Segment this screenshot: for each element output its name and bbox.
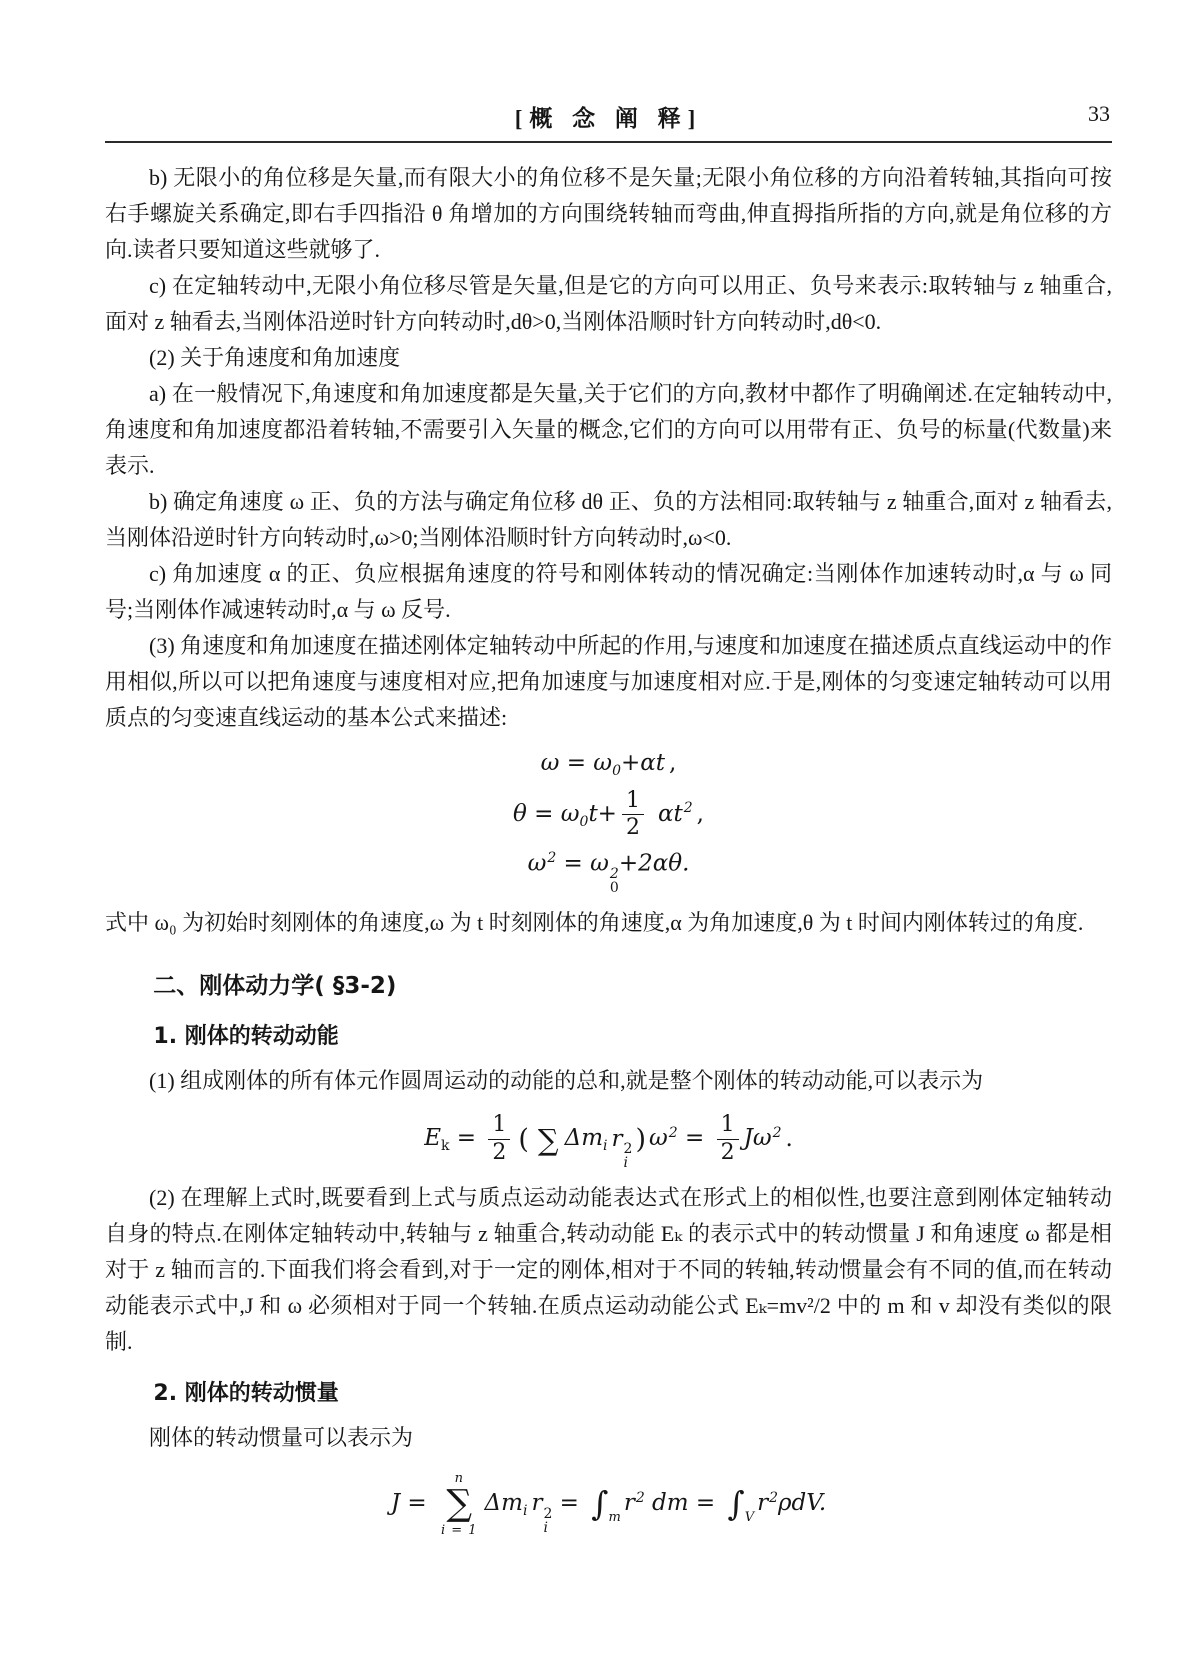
page-header [105, 100, 1112, 134]
stack-superscript: 2 [609, 865, 619, 882]
summation-symbol: ∑ [537, 1122, 559, 1157]
formula-token: r [757, 1490, 769, 1517]
stack-subscript: i [543, 1519, 548, 1536]
stack-superscript: 2 [623, 1140, 633, 1157]
integral-symbol: ∫ [591, 1484, 609, 1524]
subscript: 0 [579, 813, 589, 830]
equation-omega-linear [105, 750, 1112, 780]
stack-subscript: 0 [609, 880, 619, 897]
fraction-denominator: 2 [625, 815, 640, 841]
formula-token: αt [657, 800, 683, 827]
paragraph-b-omega-sign: b) 确定角速度 ω 正、负的方法与确定角位移 dθ 正、负的方法相同:取转轴与 z 轴重合,面对 z 轴看去,当刚体沿逆时针方向转动时,ω>0;当刚体沿顺时针方向转动时,ω<0. [105, 489, 1112, 550]
fraction-one-half [622, 789, 644, 841]
formula-token: r [531, 1490, 543, 1517]
equation-moment-of-inertia [105, 1470, 1112, 1538]
paragraph-moi-intro: 刚体的转动惯量可以表示为 [149, 1425, 414, 1451]
paragraph-ke-definition: (1) 组成刚体的所有体元作圆周运动的动能的总和,就是整个刚体的转动动能,可以表示为 [149, 1068, 984, 1094]
superscript: 2 [683, 800, 693, 817]
left-paren: ( [518, 1124, 529, 1156]
subscript: 0 [612, 762, 621, 779]
kinetic-energy-equation-block [105, 1113, 1112, 1170]
superscript: 2 [635, 1489, 645, 1506]
moment-of-inertia-equation-block [105, 1470, 1112, 1538]
paragraph-c-sign-convention: c) 在定轴转动中,无限小角位移尽管是矢量,但是它的方向可以用正、负号来表示:取转轴与 z 轴重合,面对 z 轴看去,当刚体沿逆时针方向转动时,dθ>0,当刚体沿顺时针方向转动时,dθ<0. [105, 273, 1112, 334]
stack-superscript: 2 [543, 1505, 553, 1522]
page-content-area [105, 100, 1112, 1549]
summation-symbol: ∑ [446, 1483, 473, 1525]
integral-symbol: ∫ [727, 1484, 745, 1524]
formula-token: +αt [620, 750, 666, 776]
formula-token: ω = ω [540, 750, 613, 776]
formula-token: = ω [556, 850, 609, 877]
formula-token: Jω [743, 1125, 772, 1152]
section-heading-rigid-body-dynamics: 二、刚体动力学( §3-2) [153, 973, 397, 1000]
integral-subscript: V [744, 1509, 755, 1525]
superscript: 2 [547, 849, 557, 866]
fraction-numerator: 1 [622, 789, 644, 816]
formula-token: ω [649, 1125, 668, 1152]
right-paren: ) [635, 1124, 646, 1156]
kinematics-equations-block [105, 750, 1112, 895]
formula-token: +2αθ. [618, 850, 690, 877]
sup-sub-stack [610, 867, 619, 896]
superscript: 2 [769, 1489, 778, 1506]
sum-lower-limit: i = 1 [440, 1522, 478, 1538]
formula-token: ω [527, 850, 547, 877]
fraction-denominator: 2 [492, 1140, 507, 1166]
formula-token: . [785, 1125, 793, 1152]
formula-token: = [677, 1125, 712, 1152]
equation-kinetic-energy [105, 1113, 1112, 1170]
formula-token: = [449, 1125, 484, 1152]
summation-with-limits [441, 1470, 478, 1538]
formula-token: Δm [564, 1125, 604, 1152]
paragraph-3-analogy: (3) 角速度和角加速度在描述刚体定轴转动中所起的作用,与速度和加速度在描述质点直线运动中的作用相似,所以可以把角速度与速度相对应,把角加速度与加速度相对应.于是,刚体的匀变速定轴转动可以用质点的匀变速直线运动的基本公式来描述: [105, 633, 1112, 730]
stack-subscript: i [623, 1155, 629, 1172]
subscript: i [522, 1503, 528, 1520]
header-rule [105, 141, 1112, 143]
sum-upper-limit: n [454, 1471, 464, 1487]
formula-token: Δm [484, 1490, 523, 1517]
formula-token: J = [390, 1490, 434, 1517]
paragraph-symbols-explanation: 式中 ω₀ 为初始时刻刚体的角速度,ω 为 t 时刻刚体的角速度,α 为角加速度,θ 为 t 时间内刚体转过的角度. [105, 910, 1084, 936]
sup-sub-stack [624, 1142, 633, 1171]
formula-token: E [424, 1125, 441, 1152]
integral-subscript: m [608, 1509, 621, 1525]
item-heading-angular-velocity: (2) 关于角速度和角加速度 [149, 345, 401, 370]
formula-token: , [669, 750, 677, 776]
formula-token: ρdV. [778, 1490, 827, 1517]
subscript: k [440, 1138, 450, 1155]
equation-theta [105, 789, 1112, 841]
paragraph-c-alpha-sign: c) 角加速度 α 的正、负应根据角速度的符号和刚体转动的情况确定:当刚体作加速转动时,α 与 ω 同号;当刚体作减速转动时,α 与 ω 反号. [105, 561, 1112, 622]
page-body [105, 160, 1112, 1539]
fraction-denominator: 2 [720, 1140, 735, 1166]
subsection-heading-moment-of-inertia: 2. 刚体的转动惯量 [153, 1381, 339, 1407]
fraction-one-half [488, 1113, 510, 1165]
fraction-numerator: 1 [488, 1113, 510, 1140]
paragraph-b-angular-displacement: b) 无限小的角位移是矢量,而有限大小的角位移不是矢量;无限小角位移的方向沿着转轴,其指向可按右手螺旋关系确定,即右手四指沿 θ 角增加的方向围绕转轴而弯曲,伸直拇指所指的方向,就是角位移的方向.读者只要知道这些就够了. [105, 165, 1112, 262]
paragraph-ke-discussion: (2) 在理解上式时,既要看到上式与质点运动动能表达式在形式上的相似性,也要注意到刚体定轴转动自身的特点.在刚体定轴转动中,转轴与 z 轴重合,转动动能 Eₖ 的表示式中的转动惯量 J 和角速度 ω 都是相对于 z 轴而言的.下面我们将会看到,对于一定的刚体,相对于不同的转轴,转动惯量会有不同的值,而在转动动能表示式中,J 和 ω 必须相对于同一个转轴.在质点运动动能公式 Eₖ=mv²/2 中的 m 和 v 却没有类似的限制. [105, 1185, 1112, 1355]
fraction-one-half [717, 1113, 739, 1165]
formula-token: t+ [588, 800, 617, 827]
formula-token: θ = ω [513, 800, 580, 827]
formula-token: r [611, 1125, 623, 1152]
formula-token: = [552, 1490, 587, 1517]
superscript: 2 [668, 1124, 678, 1141]
superscript: 2 [772, 1124, 782, 1141]
formula-token: dm = [644, 1490, 723, 1517]
equation-omega-squared [105, 850, 1112, 895]
running-head-title: [概 念 阐 释] [514, 106, 703, 131]
subscript: i [603, 1138, 608, 1155]
paragraph-a-vectors-general: a) 在一般情况下,角速度和角加速度都是矢量,关于它们的方向,教材中都作了明确阐述.在定轴转动中,角速度和角加速度都沿着转轴,不需要引入矢量的概念,它们的方向可以用带有正、负号的标量(代数量)来表示. [105, 381, 1112, 478]
page-number: 33 [1088, 101, 1110, 126]
fraction-numerator: 1 [717, 1113, 739, 1140]
formula-token: r [623, 1490, 635, 1517]
formula-token: , [696, 800, 704, 827]
subsection-heading-rotational-kinetic-energy: 1. 刚体的转动动能 [153, 1024, 339, 1050]
